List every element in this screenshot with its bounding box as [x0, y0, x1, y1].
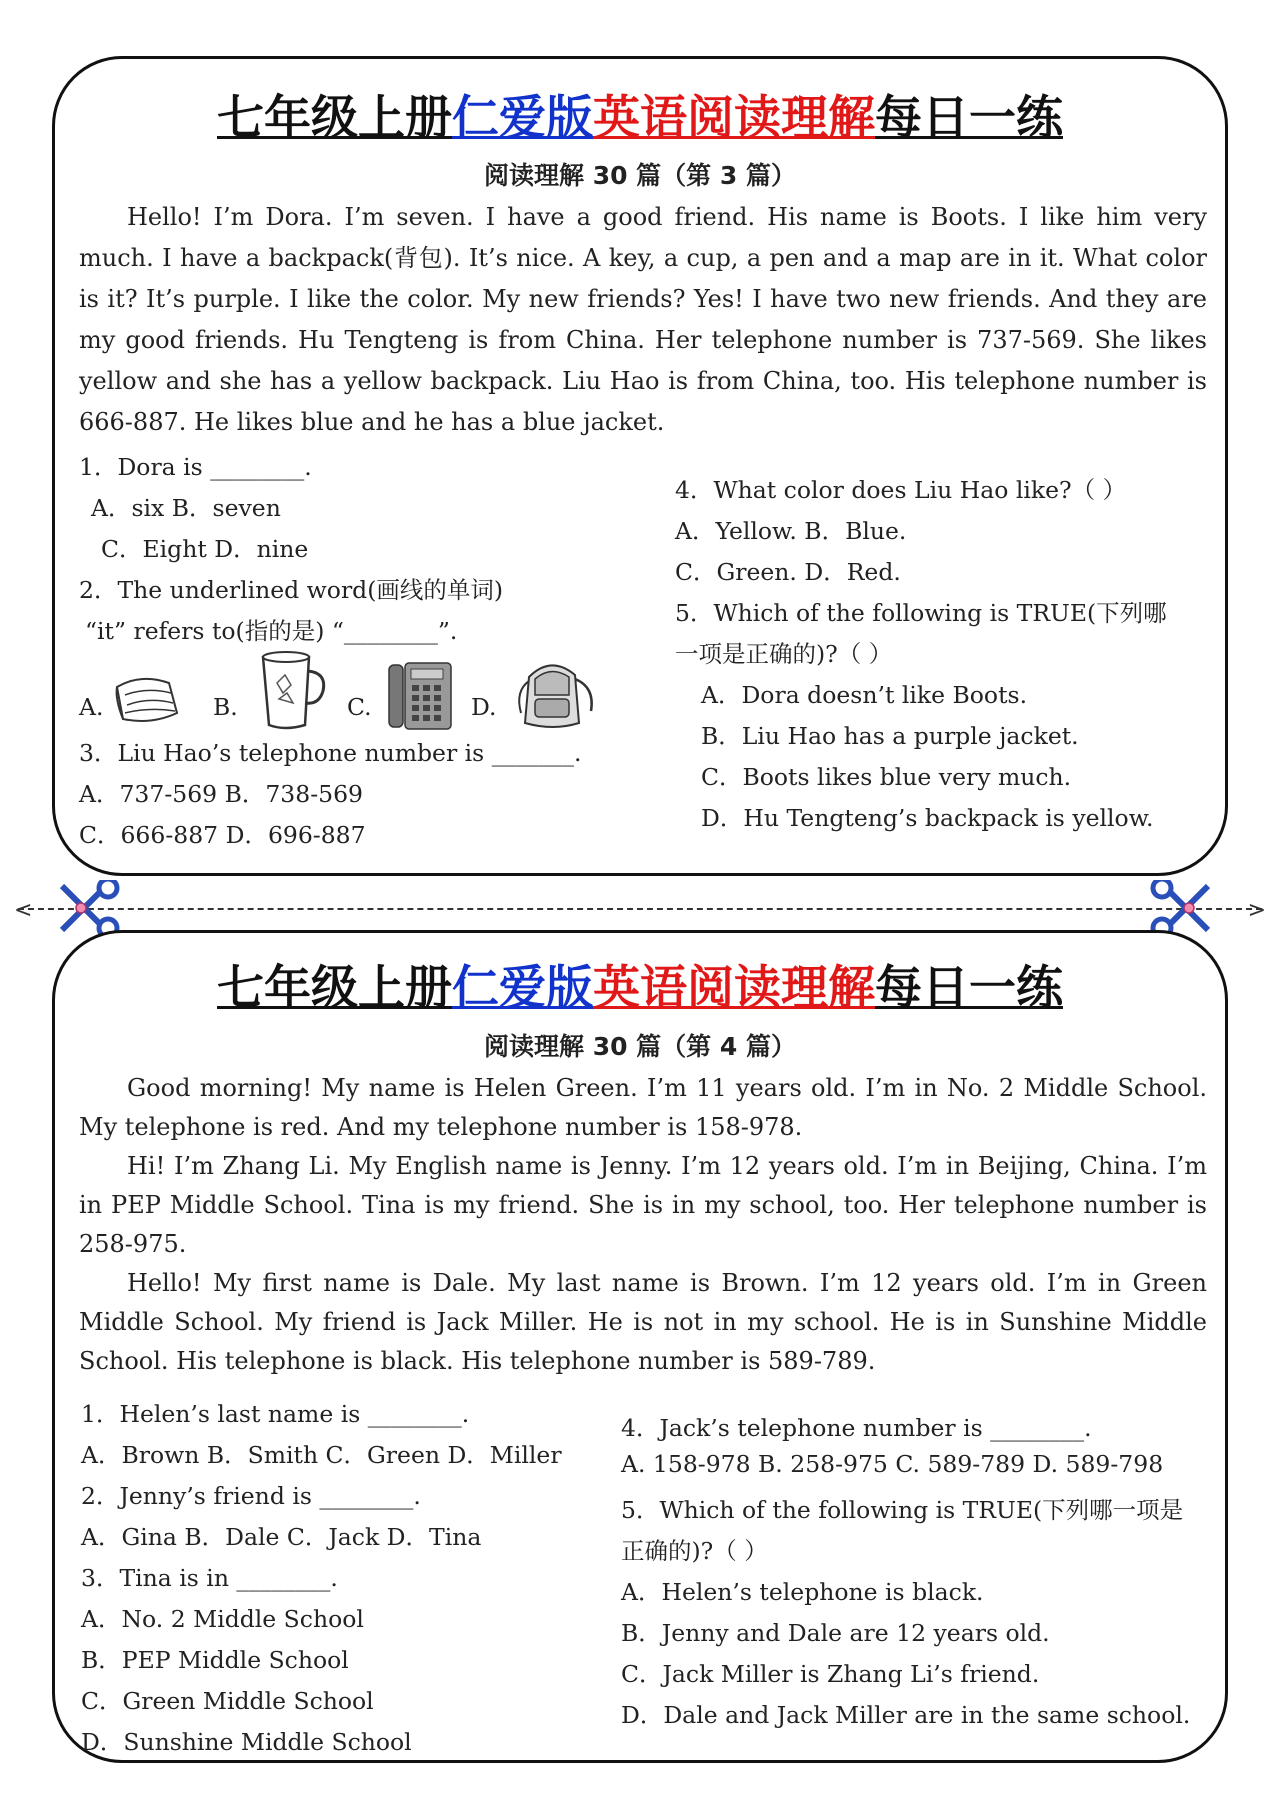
passage-paragraph-1: Good morning! My name is Helen Green. I’m 11 years old. I’m in No. 2 Middle School. My telephone is red. And my telephone number is 158-978. [79, 1074, 1207, 1141]
question-5-option-b: B．Liu Hao has a purple jacket. [701, 722, 1079, 750]
question-2: 2．Jenny’s friend is ________. [81, 1482, 421, 1510]
question-5-line-1: 5．Which of the following is TRUE(下列哪 [675, 599, 1167, 627]
title-part-subject: 英语阅读理解 [593, 961, 875, 1016]
card-2-subtitle: 阅读理解 30 篇（第 4 篇） [483, 1032, 796, 1061]
title-part-daily: 每日一练 [875, 91, 1063, 146]
question-3-option-c: C．Green Middle School [81, 1687, 374, 1715]
passage-paragraph-2: Hi! I’m Zhang Li. My English name is Jenny. I’m 12 years old. I’m in Beijing, China. I’m in PEP Middle School. Tina is my friend. She is in my school, too. Her telephone number is 258-975. [79, 1152, 1207, 1258]
question-2-options: A．Gina B．Dale C．Jack D．Tina [81, 1523, 482, 1551]
question-1-options-ab: A．six B．seven [91, 494, 281, 522]
question-3-options-cd: C．666-887 D．696-887 [79, 821, 366, 849]
question-5-option-c: C．Jack Miller is Zhang Li’s friend. [621, 1660, 1040, 1688]
option-b-label: B. [213, 693, 238, 721]
card-2-passage [79, 1069, 1207, 1381]
title-part-grade: 七年级上册 [217, 961, 452, 1016]
question-3-option-b: B．PEP Middle School [81, 1646, 349, 1674]
question-3: 3．Liu Hao’s telephone number is _______. [79, 739, 582, 767]
question-3-option-a: A．No. 2 Middle School [81, 1605, 364, 1633]
worksheet-card-2 [52, 930, 1228, 1763]
question-5-option-d: D．Dale and Jack Miller are in the same school. [621, 1701, 1191, 1729]
card-1-subtitle: 阅读理解 30 篇（第 3 篇） [483, 161, 796, 190]
cut-line [18, 908, 1262, 910]
question-4-options: A. 158-978 B. 258-975 C. 589-789 D. 589-798 [621, 1450, 1164, 1478]
title-part-daily: 每日一练 [875, 961, 1063, 1016]
question-5-option-d: D．Hu Tengteng’s backpack is yellow. [701, 804, 1154, 832]
card-2-title [55, 951, 1225, 1018]
scissors-icon [1148, 880, 1214, 936]
question-1-options: A．Brown B．Smith C．Green D．Miller [81, 1441, 562, 1469]
question-4-options-ab: A．Yellow. B．Blue. [675, 517, 907, 545]
question-1: 1．Dora is ________. [79, 453, 312, 481]
question-5-option-a: A．Helen’s telephone is black. [621, 1578, 984, 1606]
passage-paragraph: Hello! I’m Dora. I’m seven. I have a good friend. His name is Boots. I like him very much. I have a backpack(背包). It’s nice. A key, a cup, a pen and a map are in it. What color is it? It’s purple. I like the color. My new friends? Yes! I have two new friends. And they are my good friends. Hu Tengteng is from China. Her telephone number is 737-569. She likes yellow and she has a yellow backpack. Liu Hao is from China, too. His telephone number is 666-887. He likes blue and he has a blue jacket. [79, 203, 1207, 436]
question-3-options-ab: A．737-569 B．738-569 [79, 780, 364, 808]
arrow-right-icon: > [1247, 898, 1266, 923]
question-4: 4．What color does Liu Hao like?（ ） [675, 476, 1127, 504]
question-5-line-1: 5．Which of the following is TRUE(下列哪一项是 [621, 1496, 1184, 1524]
question-1: 1．Helen’s last name is ________. [81, 1400, 470, 1428]
title-part-subject: 英语阅读理解 [593, 91, 875, 146]
question-5-line-2: 正确的)?（ ） [621, 1537, 768, 1565]
question-3-option-d: D．Sunshine Middle School [81, 1728, 412, 1756]
question-3: 3．Tina is in ________. [81, 1564, 338, 1592]
question-2-line-2: “it” refers to(指的是) “________”. [85, 617, 458, 645]
question-5-option-a: A．Dora doesn’t like Boots. [701, 681, 1028, 709]
question-5-option-c: C．Boots likes blue very much. [701, 763, 1072, 791]
question-1-options-cd: C．Eight D．nine [101, 535, 309, 563]
arrow-left-icon: < [14, 898, 33, 923]
worksheet-card-1 [52, 56, 1228, 876]
title-part-edition: 仁爱版 [452, 91, 593, 146]
telephone-icon [385, 659, 455, 731]
option-c-label: C. [347, 693, 372, 721]
backpack-icon [511, 657, 599, 731]
towel-icon [111, 669, 185, 731]
question-2-line-1: 2．The underlined word(画线的单词) [79, 576, 504, 604]
card-1-title [55, 81, 1225, 148]
question-5-option-b: B．Jenny and Dale are 12 years old. [621, 1619, 1050, 1647]
option-d-label: D. [471, 693, 497, 721]
title-part-edition: 仁爱版 [452, 961, 593, 1016]
question-4-options-cd: C．Green. D．Red. [675, 558, 901, 586]
question-5-line-2: 一项是正确的)?（ ） [675, 640, 893, 668]
title-part-grade: 七年级上册 [217, 91, 452, 146]
passage-paragraph-3: Hello! My first name is Dale. My last name is Brown. I’m 12 years old. I’m in Green Middle School. My friend is Jack Miller. He is not in my school. He is in Sunshine Middle School. His telephone is black. His telephone number is 589-789. [79, 1269, 1207, 1375]
option-a-label: A. [79, 693, 104, 721]
card-1-passage [79, 197, 1207, 443]
scissors-icon [56, 880, 122, 936]
question-4: 4．Jack’s telephone number is ________. [621, 1414, 1092, 1442]
cup-icon [255, 649, 331, 733]
